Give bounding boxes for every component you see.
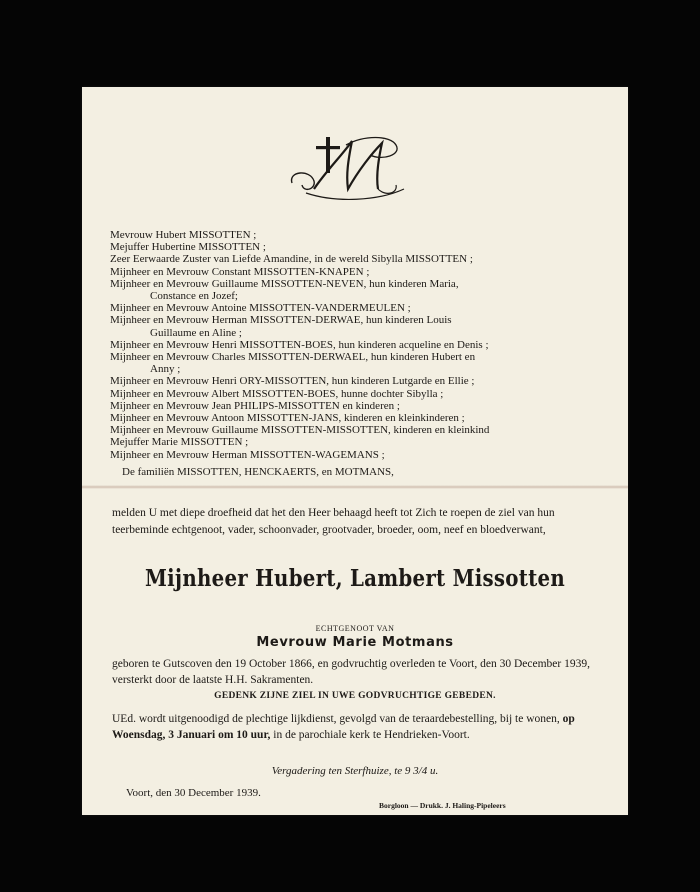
meeting-line: Vergadering ten Sterfhuize, te 9 3/4 u.: [271, 765, 439, 777]
paper-fold-crease: [82, 485, 628, 489]
mourner-line: Mijnheer en Mevrouw Albert MISSOTTEN-BOES, hunne dochter Sibylla ;: [110, 387, 444, 400]
prayer-request: GEDENK ZIJNE ZIEL IN UWE GODVRUCHTIGE GEBEDEN.: [214, 691, 496, 701]
invitation-start: UEd. wordt uitgenoodigd de plechtige lijkdienst, gevolgd van de teraardebestelling, bij te wonen,: [112, 713, 560, 725]
mourner-line: Mijnheer en Mevrouw Guillaume MISSOTTEN-NEVEN, hun kinderen Maria,: [110, 277, 459, 290]
mourner-line: Mijnheer en Mevrouw Herman MISSOTTEN-DERWAE, hun kinderen Louis: [110, 314, 452, 327]
families-line: De familiën MISSOTTEN, HENCKAERTS, en MOTMANS,: [122, 465, 394, 478]
spouse-label: ECHTGENOOT VAN: [315, 624, 395, 633]
mourner-line: Mijnheer en Mevrouw Antoon MISSOTTEN-JANS, kinderen en kleinkinderen ;: [110, 412, 465, 425]
mourner-line: Guillaume en Aline ;: [150, 326, 242, 339]
mourner-line: Mejuffer Marie MISSOTTEN ;: [110, 436, 249, 449]
birth-death-text: geboren te Gutscoven den 19 October 1866, en godvruchtig overleden te Voort, den 30 December 1939, versterkt door de laatste H.H. Sakramenten.: [112, 658, 590, 686]
invitation-end: in de parochiale kerk te Hendrieken-Voort.: [273, 729, 470, 741]
death-notice-card: [82, 87, 628, 815]
mourner-line: Mijnheer en Mevrouw Constant MISSOTTEN-KNAPEN ;: [110, 265, 370, 278]
mourner-line: Mijnheer en Mevrouw Henri ORY-MISSOTTEN, hun kinderen Lutgarde en Ellie ;: [110, 375, 475, 388]
announcement-text: melden U met diepe droefheid dat het den Heer behaagd heeft tot Zich te roepen de ziel van hun teerbeminde echtgenoot, vader, schoonvader, grootvader, broeder, oom, neef en bloedverwant,: [112, 507, 555, 536]
mourner-line: Mejuffer Hubertine MISSOTTEN ;: [110, 241, 266, 254]
deceased-name: Mijnheer Hubert, Lambert Missotten: [144, 565, 566, 592]
mourner-line: Mijnheer en Mevrouw Antoine MISSOTTEN-VANDERMEULEN ;: [110, 302, 411, 315]
mourners-list: [110, 229, 598, 478]
mourner-line: Mijnheer en Mevrouw Henri MISSOTTEN-BOES, hun kinderen acqueline en Denis ;: [110, 338, 489, 351]
mourner-line: Mijnheer en Mevrouw Herman MISSOTTEN-WAGEMANS ;: [110, 448, 385, 461]
invitation-date-time: op Woensdag, 3 Januari om 10 uur,: [112, 713, 575, 741]
mourner-line: Mevrouw Hubert MISSOTTEN ;: [110, 229, 257, 241]
mourner-line: Mijnheer en Mevrouw Jean PHILIPS-MISSOTTEN en kinderen ;: [110, 399, 400, 412]
funeral-invitation: [112, 711, 596, 743]
mourner-line: Anny ;: [150, 363, 181, 376]
mourner-line: Constance en Jozef;: [150, 290, 238, 303]
mourner-line: Zeer Eerwaarde Zuster van Liefde Amandine, in de wereld Sibylla MISSOTTEN ;: [110, 253, 473, 266]
cross-monogram-emblem: [286, 131, 410, 209]
place-date: Voort, den 30 December 1939.: [126, 787, 261, 799]
mourner-line: Mijnheer en Mevrouw Charles MISSOTTEN-DERWAEL, hun kinderen Hubert en: [110, 351, 476, 364]
spouse-name: Mevrouw Marie Motmans: [256, 635, 454, 650]
mourner-line: Mijnheer en Mevrouw Guillaume MISSOTTEN-MISSOTTEN, kinderen en kleinkind: [110, 424, 490, 437]
printer-credit: Borgloon — Drukk. J. Haling-Pipeleers: [379, 801, 506, 810]
